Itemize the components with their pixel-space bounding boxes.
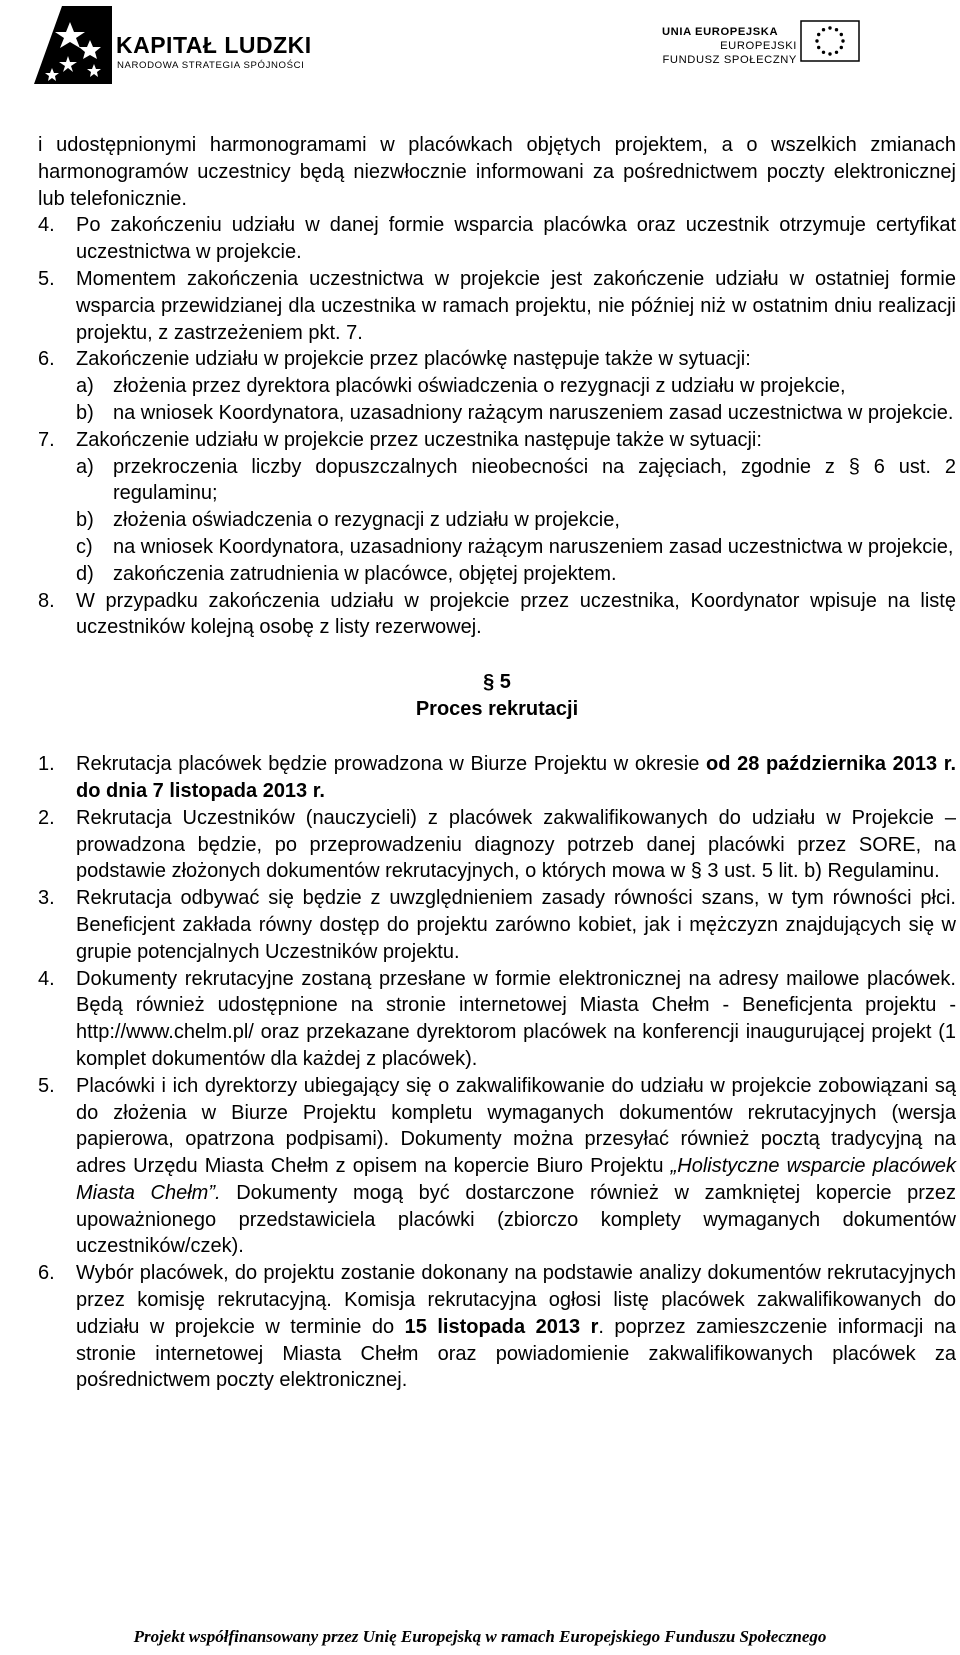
intro-paragraph: i udostępnionymi harmonogramami w placówkach objętych projektem, a o wszelkich zmianach harmonogramów uczestnicy będą niezwłocznie informowani za pośrednictwem poczty elektronicznej lub telefonicznie. [38, 134, 956, 210]
item-6b [38, 400, 956, 427]
logo-title: KAPITAŁ LUDZKI [116, 32, 312, 58]
item-8-number: 8. [38, 589, 55, 612]
item-7c-text: na wniosek Koordynatora, uzasadniony rażącym naruszeniem zasad uczestnictwa w projekcie, [113, 535, 954, 558]
rekrutacja-item-5-number: 5. [38, 1074, 55, 1097]
item-7-text: Zakończenie udziału w projekcie przez uczestnika następuje także w sytuacji: [76, 428, 762, 451]
item-4-text: Po zakończeniu udziału w danej formie wsparcia placówka oraz uczestnik otrzymuje certyfikat uczestnictwa w projekcie. [76, 214, 956, 264]
rekrutacja-item-2-text: Rekrutacja Uczestników (nauczycieli) z placówek zakwalifikowanych do udziału w Projekcie – prowadzona będzie, po przeprowadzeniu diagnozy potrzeb danej placówki przez SORE, na podstawie złożonych dokumentów rekrutacyjnych, o których mowa w § 3 ust. 5 lit. b) Regulaminu. [76, 806, 956, 883]
rekrutacja-item-6-text-2: . poprzez zamieszczenie informacji na stronie internetowej Miasta Chełm oraz powiadomienie zakwalifikowanych placówek za pośrednictwem poczty elektronicznej. [76, 1315, 957, 1392]
section-heading [38, 669, 956, 723]
item-7c-letter: c) [76, 535, 93, 558]
eu-flag-icon [800, 20, 860, 62]
logo-subtitle: NARODOWA STRATEGIA SPÓJNOŚCI [117, 60, 305, 71]
rekrutacja-item-4 [38, 966, 956, 1073]
eu-line-3: FUNDUSZ SPOŁECZNY [662, 54, 797, 66]
rekrutacja-item-5-project-name: „Holistyczne wsparcie placówek Miasta Chełm”. [76, 1155, 957, 1204]
item-7a [38, 454, 956, 508]
rekrutacja-item-6-number: 6. [38, 1262, 55, 1285]
item-6 [38, 346, 956, 373]
rekrutacja-item-3-text: Rekrutacja odbywać się będzie z uwzględnieniem zasady równości szans, w tym równości płci. Beneficjent zakłada równy dostęp do projektu zarówno kobiet, jak i mężczyzn znajdujących się w grupie potencjalnych Uczestników projektu. [76, 887, 956, 963]
rekrutacja-item-4-number: 4. [38, 967, 55, 990]
rekrutacja-item-3-number: 3. [38, 887, 55, 910]
section-title: Proces rekrutacji [415, 698, 579, 721]
item-7b-letter: b) [76, 509, 94, 532]
rekrutacja-item-3 [38, 885, 956, 965]
rekrutacja-item-2-number: 2. [38, 806, 55, 829]
rekrutacja-item-6-text-1: Wybór placówek, do projektu zostanie dokonany na podstawie analizy dokumentów rekrutacyjnych przez komisję rekrutacyjną. Komisja rekrutacyjna ogłosi listę placówek zakwalifikowanych do udziału w projekcie w terminie do [76, 1262, 956, 1338]
rekrutacja-item-1-number: 1. [38, 753, 55, 776]
item-7d-text: zakończenia zatrudnienia w placówce, objętej projektem. [113, 562, 617, 585]
eu-line-1: UNIA EUROPEJSKA [662, 26, 779, 38]
item-6a-text: złożenia przez dyrektora placówki oświadczenia o rezygnacji z udziału w projekcie, [113, 375, 846, 398]
item-6b-text: na wniosek Koordynatora, uzasadniony rażącym naruszeniem zasad uczestnictwa w projekcie. [113, 401, 954, 424]
item-7d-letter: d) [76, 562, 94, 585]
item-7b [38, 507, 956, 534]
rekrutacja-item-5-text-2: Dokumenty mogą być dostarczone również w zamkniętej kopercie przez upoważnionego przedstawiciela placówki (zbiorczo komplety wymaganych dokumentów uczestników/czek). [76, 1181, 956, 1258]
document-body [38, 132, 956, 1394]
item-7a-letter: a) [76, 455, 94, 478]
item-6a-letter: a) [76, 375, 94, 398]
rekrutacja-item-5 [38, 1073, 956, 1261]
item-7-number: 7. [38, 428, 55, 451]
item-5-number: 5. [38, 267, 55, 290]
page-header [0, 0, 960, 110]
item-7c [38, 534, 956, 561]
rekrutacja-item-5-text-1: Placówki i ich dyrektorzy ubiegający się o zakwalifikowanie do udziału w projekcie zobowiązani są do złożenia w Biurze Projektu kompletu wymaganych dokumentów rekrutacyjnych (wersja papierowa, opatrzona podpisami). Dokumenty można przesyłać również pocztą tradycyjną na adres Urzędu Miasta Chełm z opisem na kopercie Biuro Projektu [76, 1074, 956, 1178]
item-5-text: Momentem zakończenia uczestnictwa w projekcie jest zakończenie udziału w ostatniej formie wsparcia przewidzianej dla uczestnika w ramach projektu, nie później niż w ostatnim dniu realizacji projektu, z zastrzeżeniem pkt. 7. [76, 267, 956, 344]
item-7 [38, 427, 956, 454]
rekrutacja-item-1 [38, 751, 956, 805]
item-8-text: W przypadku zakończenia udziału w projekcie przez uczestnika, Koordynator wpisuje na listę uczestników kolejną osobę z listy rezerwowej. [76, 589, 956, 639]
item-7d [38, 561, 956, 588]
page-footer: Projekt współfinansowany przez Unię Europejską w ramach Europejskiego Funduszu Społecznego [133, 1627, 827, 1646]
rekrutacja-item-2 [38, 805, 956, 885]
item-6-text: Zakończenie udziału w projekcie przez placówkę następuje także w sytuacji: [76, 348, 751, 371]
rekrutacja-item-4-text: Dokumenty rekrutacyjne zostaną przesłane w formie elektronicznej na adresy mailowe placówek. Będą również udostępnione na stronie internetowej Miasta Chełm - Beneficjenta projektu - http://www.chelm.pl/ oraz przekazane dyrektorom placówek na konferencji inaugurującej projekt (1 komplet dokumentów dla każdej z placówek). [76, 967, 956, 1070]
rekrutacja-item-6 [38, 1260, 956, 1394]
item-4-number: 4. [38, 214, 55, 237]
item-4 [38, 212, 956, 266]
section-symbol: § 5 [483, 671, 511, 694]
rekrutacja-item-1-text: Rekrutacja placówek będzie prowadzona w Biurze Projektu w okresie [76, 753, 700, 776]
item-6a [38, 373, 956, 400]
item-6b-letter: b) [76, 401, 94, 424]
item-8 [38, 588, 956, 642]
eu-line-2: EUROPEJSKI [720, 40, 797, 52]
item-5 [38, 266, 956, 346]
rekrutacja-item-6-date: 15 listopada 2013 r [404, 1315, 599, 1338]
item-7b-text: złożenia oświadczenia o rezygnacji z udziału w projekcie, [113, 509, 620, 532]
rekrutacja-item-1-dates: od 28 października 2013 r. do dnia 7 listopada 2013 r. [76, 753, 956, 802]
item-6-number: 6. [38, 348, 55, 371]
item-7a-text: przekroczenia liczby dopuszczalnych nieobecności na zajęciach, zgodnie z § 6 ust. 2 regulaminu; [113, 455, 956, 505]
